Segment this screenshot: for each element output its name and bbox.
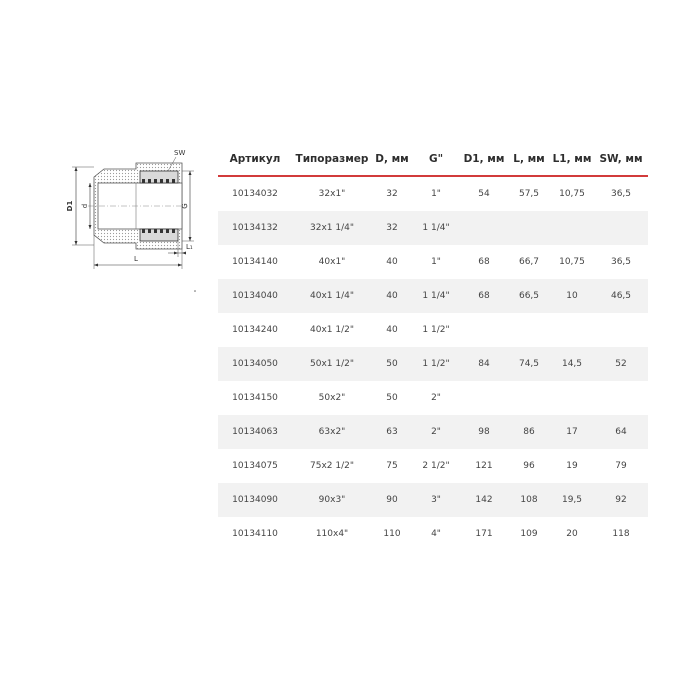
- cell-l1: 20: [566, 529, 578, 539]
- l-label: L: [134, 255, 138, 263]
- header-article: Артикул: [218, 143, 292, 176]
- cell-d: 63: [372, 415, 412, 449]
- cell-g: 1 1/4": [412, 279, 460, 313]
- cell-size: 63x2": [292, 415, 372, 449]
- d1-label: D1: [66, 200, 74, 212]
- cell-d1: 142: [460, 483, 508, 517]
- cell-l: 96: [523, 461, 535, 471]
- cell-g: 2": [412, 415, 460, 449]
- cell-l: 74,5: [508, 347, 550, 381]
- cell-size: 40x1": [318, 257, 346, 267]
- cell-article: 10134050: [218, 347, 292, 381]
- cell-sw: 46,5: [594, 279, 648, 313]
- cell-d: 110: [383, 529, 401, 539]
- table-row: [218, 483, 648, 517]
- header-sw: SW, мм: [594, 143, 648, 176]
- cell-l1: 19,5: [550, 483, 594, 517]
- cell-g: 2 1/2": [422, 461, 450, 471]
- cell-l: [508, 211, 550, 245]
- cell-d1: 121: [475, 461, 493, 471]
- cell-sw: 92: [594, 483, 648, 517]
- cell-l1: 10: [550, 279, 594, 313]
- table-row: [218, 245, 648, 279]
- cell-size: 50x1 1/2": [292, 347, 372, 381]
- header-l1: L1, мм: [550, 143, 594, 176]
- cell-l: 109: [520, 529, 538, 539]
- header-d1: D1, мм: [460, 143, 508, 176]
- cell-sw: [594, 313, 648, 347]
- cell-size: 32x1 1/4": [292, 211, 372, 245]
- cell-g: 1": [431, 189, 441, 199]
- cell-g: 4": [431, 529, 441, 539]
- table-row: [218, 347, 648, 381]
- cell-d1: 84: [460, 347, 508, 381]
- header-d: D, мм: [372, 143, 412, 176]
- cell-article: 10134132: [218, 211, 292, 245]
- cell-l1: [550, 381, 594, 415]
- cell-g: 2": [431, 393, 441, 403]
- sw-label: SW: [174, 149, 186, 157]
- cell-l1: [550, 211, 594, 245]
- table-row: [218, 517, 648, 551]
- cell-d: 32: [386, 189, 398, 199]
- l1-label: L₁: [186, 243, 193, 251]
- cell-d1: 54: [478, 189, 490, 199]
- cell-l: 66,5: [508, 279, 550, 313]
- table-header-row: [218, 143, 648, 176]
- cell-sw: 118: [612, 529, 630, 539]
- cell-d: 40: [386, 257, 398, 267]
- cell-article: 10134150: [232, 393, 278, 403]
- cell-article: 10134040: [218, 279, 292, 313]
- cell-l1: 17: [550, 415, 594, 449]
- cell-d1: 171: [475, 529, 493, 539]
- cell-d1: 68: [478, 257, 490, 267]
- header-g: G": [412, 143, 460, 176]
- cell-article: 10134240: [232, 325, 278, 335]
- d-label: d: [81, 203, 89, 209]
- cell-l: [508, 381, 550, 415]
- cell-size: 40x1 1/2": [310, 325, 354, 335]
- cell-article: 10134032: [232, 189, 278, 199]
- cell-l1: 10,75: [559, 189, 585, 199]
- cell-article: 10134110: [232, 529, 278, 539]
- table-row: [218, 211, 648, 245]
- cell-article: 10134090: [218, 483, 292, 517]
- cell-size: 32x1": [318, 189, 346, 199]
- table-row: [218, 381, 648, 415]
- cell-g: 1 1/4": [412, 211, 460, 245]
- cell-g: 1 1/2": [422, 325, 450, 335]
- cell-sw: [594, 381, 648, 415]
- cell-article: 10134063: [218, 415, 292, 449]
- cell-size: 40x1 1/4": [292, 279, 372, 313]
- fitting-section-svg: [58, 145, 208, 295]
- specifications-table-container: [218, 143, 648, 551]
- cell-sw: 79: [615, 461, 627, 471]
- table-row: [218, 176, 648, 211]
- cell-l: 108: [508, 483, 550, 517]
- cell-d: 50: [386, 393, 398, 403]
- cell-g: 1 1/2": [412, 347, 460, 381]
- cell-size: 90x3": [292, 483, 372, 517]
- dot-mark: [194, 290, 196, 292]
- table-row: [218, 415, 648, 449]
- cell-l1: 19: [566, 461, 578, 471]
- cell-d1: [460, 211, 508, 245]
- table-row: [218, 279, 648, 313]
- cell-size: 75x2 1/2": [310, 461, 354, 471]
- cell-size: 110x4": [315, 529, 349, 539]
- cell-sw: 64: [594, 415, 648, 449]
- cell-d1: 68: [460, 279, 508, 313]
- cell-size: 50x2": [318, 393, 346, 403]
- cell-l: [508, 313, 550, 347]
- cell-sw: [594, 211, 648, 245]
- cell-g: 3": [412, 483, 460, 517]
- cell-l: 66,7: [518, 257, 540, 267]
- cell-sw: 36,5: [610, 189, 632, 199]
- cell-d: 90: [372, 483, 412, 517]
- cell-l: 86: [508, 415, 550, 449]
- table-row: [218, 313, 648, 347]
- cell-d1: 98: [460, 415, 508, 449]
- cell-d: 32: [372, 211, 412, 245]
- g-label: G: [181, 203, 189, 209]
- cell-l1: 10,75: [559, 257, 585, 267]
- cell-d: 40: [386, 325, 398, 335]
- fitting-technical-drawing: [58, 145, 208, 295]
- cell-d1: [460, 313, 508, 347]
- cell-l: 57,5: [518, 189, 540, 199]
- header-size: Типоразмер: [292, 143, 372, 176]
- cell-g: 1": [431, 257, 441, 267]
- cell-l1: [550, 313, 594, 347]
- cell-d: 40: [372, 279, 412, 313]
- cell-article: 10134140: [232, 257, 278, 267]
- cell-d: 50: [372, 347, 412, 381]
- specifications-table: [218, 143, 648, 551]
- cell-article: 10134075: [232, 461, 278, 471]
- cell-sw: 52: [594, 347, 648, 381]
- cell-d: 75: [386, 461, 398, 471]
- cell-d1: [460, 381, 508, 415]
- cell-sw: 36,5: [610, 257, 632, 267]
- header-l: L, мм: [508, 143, 550, 176]
- table-row: [218, 449, 648, 483]
- cell-l1: 14,5: [550, 347, 594, 381]
